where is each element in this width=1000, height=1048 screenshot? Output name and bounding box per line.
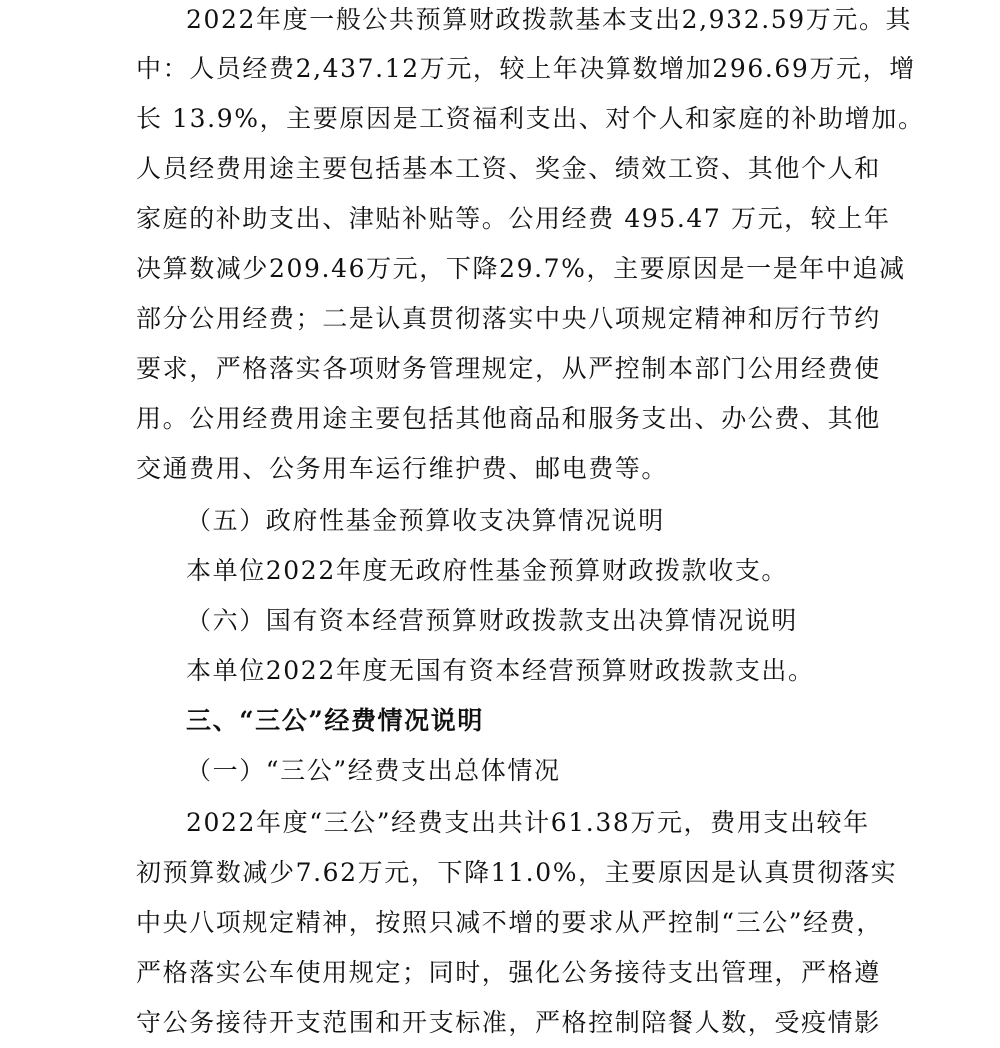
section-heading-three: 三、“三公”经费情况说明 xyxy=(186,706,484,735)
paragraph-line: 本单位2022年度无政府性基金预算财政拨款收支。 xyxy=(186,556,789,585)
paragraph-line: 本单位2022年度无国有资本经营预算财政拨款支出。 xyxy=(186,656,815,685)
paragraph-line: 初预算数减少7.62万元，下降11.0%，主要原因是认真贯彻落实 xyxy=(136,858,898,887)
paragraph-line: 部分公用经费；二是认真贯彻落实中央八项规定精神和厉行节约 xyxy=(136,304,881,333)
section-heading-five: （五）政府性基金预算收支决算情况说明 xyxy=(186,506,665,535)
paragraph-line: 中央八项规定精神，按照只减不增的要求从严控制“三公”经费， xyxy=(136,908,883,937)
paragraph-line: 守公务接待开支范围和开支标准，严格控制陪餐人数，受疫情影 xyxy=(136,1008,881,1037)
paragraph-line: 家庭的补助支出、津贴补贴等。公用经费 495.47 万元，较上年 xyxy=(136,204,891,233)
section-heading-six: （六）国有资本经营预算财政拨款支出决算情况说明 xyxy=(186,606,798,635)
paragraph-line: 2022年度一般公共预算财政拨款基本支出2,932.59万元。其 xyxy=(186,5,913,34)
paragraph-line: 交通费用、公务用车运行维护费、邮电费等。 xyxy=(136,454,669,483)
paragraph-line: 决算数减少209.46万元，下降29.7%，主要原因是一是年中追减 xyxy=(136,254,906,283)
paragraph-line: 中：人员经费2,437.12万元，较上年决算数增加296.69万元，增 xyxy=(136,54,916,83)
paragraph-line: 长 13.9%，主要原因是工资福利支出、对个人和家庭的补助增加。 xyxy=(136,104,925,133)
paragraph-line: 要求，严格落实各项财务管理规定，从严控制本部门公用经费使 xyxy=(136,354,881,383)
paragraph-line: 用。公用经费用途主要包括其他商品和服务支出、办公费、其他 xyxy=(136,404,881,433)
subsection-heading-one: （一）“三公”经费支出总体情况 xyxy=(186,756,561,785)
paragraph-line: 人员经费用途主要包括基本工资、奖金、绩效工资、其他个人和 xyxy=(136,154,881,183)
paragraph-line: 2022年度“三公”经费支出共计61.38万元，费用支出较年 xyxy=(186,808,870,837)
paragraph-line: 严格落实公车使用规定；同时，强化公务接待支出管理，严格遵 xyxy=(136,958,881,987)
